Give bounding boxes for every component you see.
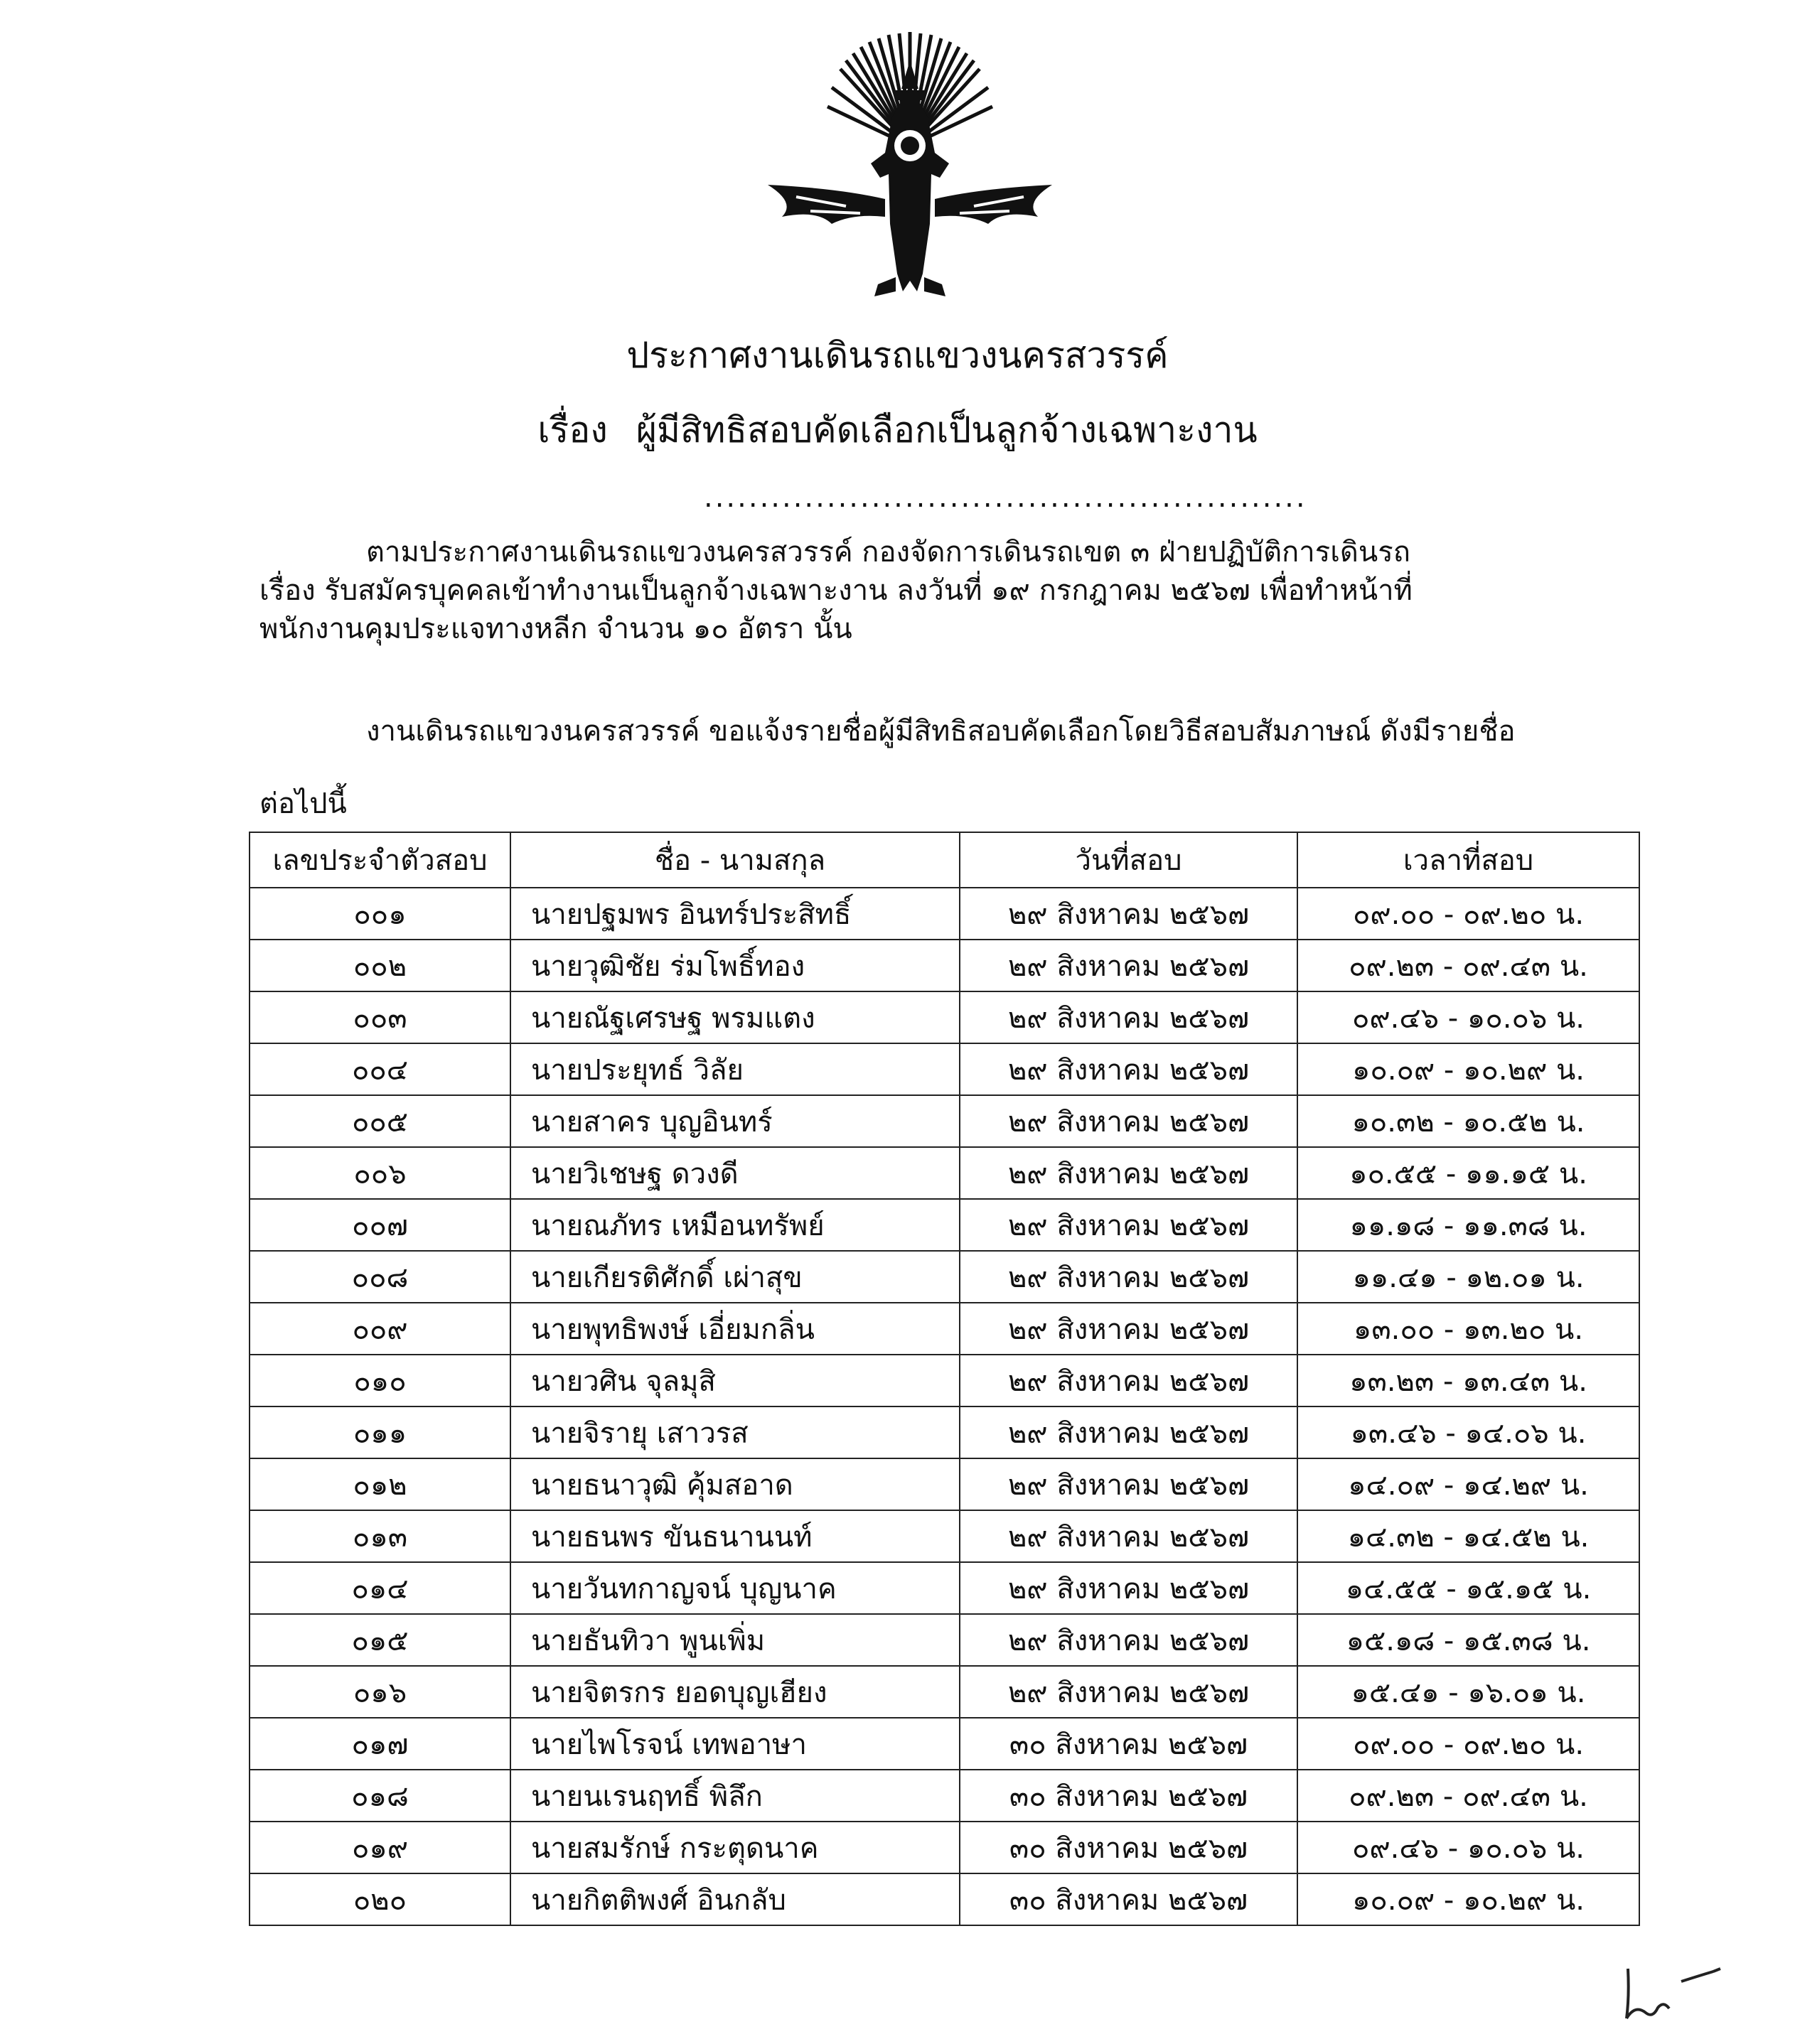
cell-time: ๑๑.๔๑ - ๑๒.๐๑ น.: [1297, 1251, 1639, 1303]
cell-exam-id: ๐๐๘: [250, 1251, 510, 1303]
cell-name: นายจิรายุ เสาวรส: [510, 1406, 960, 1458]
column-header-date: วันที่สอบ: [960, 832, 1297, 888]
cell-exam-id: ๐๐๓: [250, 991, 510, 1043]
cell-name: นายกิตติพงศ์ อินกลับ: [510, 1873, 960, 1925]
cell-time: ๑๔.๓๒ - ๑๔.๕๒ น.: [1297, 1510, 1639, 1562]
cell-date: ๒๙ สิงหาคม ๒๕๖๗: [960, 991, 1297, 1043]
cell-time: ๐๙.๒๓ - ๐๙.๔๓ น.: [1297, 1770, 1639, 1822]
cell-name: นายณภัทร เหมือนทรัพย์: [510, 1199, 960, 1251]
signature-mark: [1614, 1947, 1727, 2026]
cell-date: ๒๙ สิงหาคม ๒๕๖๗: [960, 1458, 1297, 1510]
cell-date: ๒๙ สิงหาคม ๒๕๖๗: [960, 1303, 1297, 1355]
table-row: [250, 1303, 1639, 1355]
table-row: [250, 1199, 1639, 1251]
cell-time: ๑๐.๕๕ - ๑๑.๑๕ น.: [1297, 1147, 1639, 1199]
cell-date: ๒๙ สิงหาคม ๒๕๖๗: [960, 1147, 1297, 1199]
cell-exam-id: ๐๑๔: [250, 1562, 510, 1614]
column-header-time: เวลาที่สอบ: [1297, 832, 1639, 888]
table-row: [250, 1718, 1639, 1770]
cell-exam-id: ๐๐๗: [250, 1199, 510, 1251]
cell-name: นายวันทกาญจน์ บุญนาค: [510, 1562, 960, 1614]
cell-name: นายณัฐเศรษฐ พรมแตง: [510, 991, 960, 1043]
cell-name: นายวศิน จุลมุสิ: [510, 1355, 960, 1406]
cell-time: ๐๙.๐๐ - ๐๙.๒๐ น.: [1297, 1718, 1639, 1770]
table-row: [250, 940, 1639, 991]
cell-date: ๒๙ สิงหาคม ๒๕๖๗: [960, 1043, 1297, 1095]
table-row: [250, 1614, 1639, 1666]
cell-date: ๒๙ สิงหาคม ๒๕๖๗: [960, 1614, 1297, 1666]
cell-time: ๐๙.๔๖ - ๑๐.๐๖ น.: [1297, 991, 1639, 1043]
cell-date: ๒๙ สิงหาคม ๒๕๖๗: [960, 1510, 1297, 1562]
cell-time: ๑๐.๐๙ - ๑๐.๒๙ น.: [1297, 1873, 1639, 1925]
cell-exam-id: ๐๐๒: [250, 940, 510, 991]
cell-date: ๒๙ สิงหาคม ๒๕๖๗: [960, 1666, 1297, 1718]
cell-time: ๑๐.๓๒ - ๑๐.๕๒ น.: [1297, 1095, 1639, 1147]
cell-exam-id: ๐๑๓: [250, 1510, 510, 1562]
cell-exam-id: ๐๑๕: [250, 1614, 510, 1666]
cell-date: ๓๐ สิงหาคม ๒๕๖๗: [960, 1873, 1297, 1925]
title-divider: ......................................................: [704, 481, 1307, 514]
cell-exam-id: ๐๐๔: [250, 1043, 510, 1095]
cell-exam-id: ๐๑๖: [250, 1666, 510, 1718]
cell-date: ๒๙ สิงหาคม ๒๕๖๗: [960, 1095, 1297, 1147]
cell-time: ๑๔.๕๕ - ๑๕.๑๕ น.: [1297, 1562, 1639, 1614]
table-row: [250, 1147, 1639, 1199]
cell-time: ๑๑.๑๘ - ๑๑.๓๘ น.: [1297, 1199, 1639, 1251]
cell-date: ๒๙ สิงหาคม ๒๕๖๗: [960, 940, 1297, 991]
cell-exam-id: ๐๑๒: [250, 1458, 510, 1510]
cell-date: ๓๐ สิงหาคม ๒๕๖๗: [960, 1822, 1297, 1873]
cell-exam-id: ๐๑๑: [250, 1406, 510, 1458]
table-row: [250, 1406, 1639, 1458]
table-row: [250, 1770, 1639, 1822]
cell-date: ๒๙ สิงหาคม ๒๕๖๗: [960, 1406, 1297, 1458]
cell-name: นายนเรนฤทธิ์ พิลึก: [510, 1770, 960, 1822]
subject-text: ผู้มีสิทธิสอบคัดเลือกเป็นลูกจ้างเฉพาะงาน: [636, 409, 1258, 451]
table-row: [250, 1458, 1639, 1510]
cell-name: นายธนพร ขันธนานนท์: [510, 1510, 960, 1562]
cell-name: นายจิตรกร ยอดบุญเฮียง: [510, 1666, 960, 1718]
cell-exam-id: ๐๒๐: [250, 1873, 510, 1925]
cell-exam-id: ๐๐๖: [250, 1147, 510, 1199]
cell-name: นายวิเชษฐ ดวงดี: [510, 1147, 960, 1199]
table-row: [250, 1510, 1639, 1562]
cell-date: ๒๙ สิงหาคม ๒๕๖๗: [960, 1251, 1297, 1303]
cell-time: ๐๙.๒๓ - ๐๙.๔๓ น.: [1297, 940, 1639, 991]
table-row: [250, 1666, 1639, 1718]
garuda-emblem-icon: [754, 11, 1066, 302]
paragraph-line: พนักงานคุมประแจทางหลีก จำนวน ๑๐ อัตรา นั้น: [259, 613, 852, 645]
table-row: [250, 1251, 1639, 1303]
table-row: [250, 1043, 1639, 1095]
cell-name: นายสาคร บุญอินทร์: [510, 1095, 960, 1147]
table-row: [250, 991, 1639, 1043]
table-row: [250, 1562, 1639, 1614]
paragraph-line: ต่อไปนี้: [259, 787, 347, 820]
cell-exam-id: ๐๐๙: [250, 1303, 510, 1355]
cell-name: นายสมรักษ์ กระตุดนาค: [510, 1822, 960, 1873]
cell-date: ๒๙ สิงหาคม ๒๕๖๗: [960, 1355, 1297, 1406]
cell-date: ๒๙ สิงหาคม ๒๕๖๗: [960, 888, 1297, 940]
cell-time: ๑๓.๐๐ - ๑๓.๒๐ น.: [1297, 1303, 1639, 1355]
paragraph-reference: [259, 533, 1596, 648]
cell-time: ๐๙.๔๖ - ๑๐.๐๖ น.: [1297, 1822, 1639, 1873]
table-row: [250, 1873, 1639, 1925]
table-row: [250, 1095, 1639, 1147]
cell-exam-id: ๐๐๕: [250, 1095, 510, 1147]
paragraph-line: ตามประกาศงานเดินรถแขวงนครสวรรค์ กองจัดการเดินรถเขต ๓ ฝ่ายปฏิบัติการเดินรถ: [366, 536, 1410, 569]
table-body: [250, 888, 1639, 1925]
table-row: [250, 1822, 1639, 1873]
cell-name: นายธนาวุฒิ คุ้มสอาด: [510, 1458, 960, 1510]
table-row: [250, 888, 1639, 940]
cell-time: ๑๓.๒๓ - ๑๓.๔๓ น.: [1297, 1355, 1639, 1406]
announcement-title: ประกาศงานเดินรถแขวงนครสวรรค์: [626, 335, 1169, 376]
cell-time: ๑๕.๑๘ - ๑๕.๓๘ น.: [1297, 1614, 1639, 1666]
cell-time: ๐๙.๐๐ - ๐๙.๒๐ น.: [1297, 888, 1639, 940]
cell-name: นายไพโรจน์ เทพอาษา: [510, 1718, 960, 1770]
table-header-row: [250, 832, 1639, 888]
cell-date: ๒๙ สิงหาคม ๒๕๖๗: [960, 1562, 1297, 1614]
candidate-table: [249, 832, 1640, 1926]
paragraph-line: เรื่อง รับสมัครบุคคลเข้าทำงานเป็นลูกจ้างเฉพาะงาน ลงวันที่ ๑๙ กรกฎาคม ๒๕๖๗ เพื่อทำหน้าที่: [259, 574, 1413, 607]
cell-name: นายธันทิวา พูนเพิ่ม: [510, 1614, 960, 1666]
cell-date: ๓๐ สิงหาคม ๒๕๖๗: [960, 1770, 1297, 1822]
cell-exam-id: ๐๐๑: [250, 888, 510, 940]
cell-time: ๑๔.๐๙ - ๑๔.๒๙ น.: [1297, 1458, 1639, 1510]
column-header-exam-id: เลขประจำตัวสอบ: [250, 832, 510, 888]
paragraph-line: งานเดินรถแขวงนครสวรรค์ ขอแจ้งรายชื่อผู้มีสิทธิสอบคัดเลือกโดยวิธีสอบสัมภาษณ์ ดังมีรายชื่อ: [366, 715, 1516, 748]
cell-exam-id: ๐๑๙: [250, 1822, 510, 1873]
subject-label: เรื่อง: [537, 409, 608, 451]
announcement-subject: [0, 409, 1795, 451]
cell-date: ๓๐ สิงหาคม ๒๕๖๗: [960, 1718, 1297, 1770]
cell-name: นายปฐมพร อินทร์ประสิทธิ์: [510, 888, 960, 940]
cell-time: ๑๕.๔๑ - ๑๖.๐๑ น.: [1297, 1666, 1639, 1718]
table-row: [250, 1355, 1639, 1406]
cell-exam-id: ๐๑๗: [250, 1718, 510, 1770]
cell-name: นายเกียรติศักดิ์ เผ่าสุข: [510, 1251, 960, 1303]
cell-exam-id: ๐๑๐: [250, 1355, 510, 1406]
cell-name: นายพุทธิพงษ์ เอี่ยมกลิ่น: [510, 1303, 960, 1355]
cell-exam-id: ๐๑๘: [250, 1770, 510, 1822]
cell-name: นายวุฒิชัย ร่มโพธิ์ทอง: [510, 940, 960, 991]
cell-time: ๑๓.๔๖ - ๑๔.๐๖ น.: [1297, 1406, 1639, 1458]
paragraph-notice: [259, 712, 1596, 823]
cell-time: ๑๐.๐๙ - ๑๐.๒๙ น.: [1297, 1043, 1639, 1095]
cell-name: นายประยุทธ์ วิลัย: [510, 1043, 960, 1095]
column-header-name: ชื่อ - นามสกุล: [510, 832, 960, 888]
cell-date: ๒๙ สิงหาคม ๒๕๖๗: [960, 1199, 1297, 1251]
